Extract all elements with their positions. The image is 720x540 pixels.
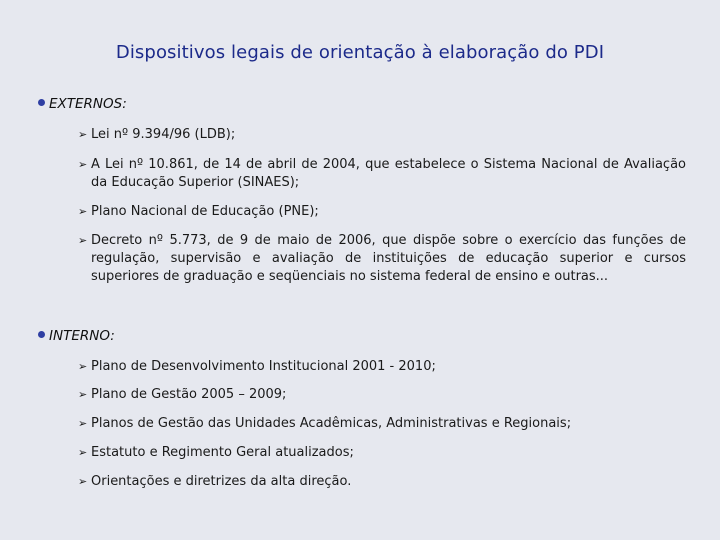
list-item [78, 415, 686, 433]
list-item [78, 232, 686, 286]
list-item-text: Estatuto e Regimento Geral atualizados; [91, 445, 354, 460]
arrow-right-icon: ➢ [78, 475, 88, 488]
arrow-right-icon: ➢ [78, 205, 88, 218]
list-item-text: Plano de Desenvolvimento Institucional 2001 - 2010; [91, 359, 436, 374]
list-item-text: Decreto nº 5.773, de 9 de maio de 2006, que dispõe sobre o exercício das funções de regulação, supervisão e avaliação de instituições de educação superior e cursos superiores de graduação e seqüenciais no sistema federal de ensino e outras... [91, 233, 686, 284]
list-item [78, 126, 686, 144]
list-item-text: Plano Nacional de Educação (PNE); [91, 204, 319, 219]
list-item-text: A Lei nº 10.861, de 14 de abril de 2004, que estabelece o Sistema Nacional de Avaliação da Educação Superior (SINAES); [91, 157, 686, 190]
section-label: INTERNO: [49, 328, 115, 344]
slide-title: Dispositivos legais de orientação à elaboração do PDI [115, 42, 605, 63]
list-item [78, 156, 686, 192]
list-item [78, 386, 686, 404]
list-item-text: Lei nº 9.394/96 (LDB); [91, 127, 236, 142]
list-item [78, 358, 686, 376]
arrow-right-icon: ➢ [78, 360, 88, 373]
section-heading-interno [38, 328, 115, 344]
list-item-text: Plano de Gestão 2005 – 2009; [91, 387, 287, 402]
list-item [78, 444, 686, 462]
list-item-text: Planos de Gestão das Unidades Acadêmicas, Administrativas e Regionais; [91, 416, 572, 431]
bullet-dot-icon [38, 331, 45, 338]
bullet-dot-icon [38, 99, 45, 106]
arrow-right-icon: ➢ [78, 388, 88, 401]
arrow-right-icon: ➢ [78, 446, 88, 459]
list-item-text: Orientações e diretrizes da alta direção. [91, 474, 352, 489]
arrow-right-icon: ➢ [78, 417, 88, 430]
arrow-right-icon: ➢ [78, 128, 88, 141]
section-heading-externos [38, 96, 127, 112]
list-item [78, 473, 686, 491]
arrow-right-icon: ➢ [78, 234, 88, 247]
list-item [78, 203, 686, 221]
arrow-right-icon: ➢ [78, 158, 88, 171]
section-label: EXTERNOS: [49, 96, 127, 112]
